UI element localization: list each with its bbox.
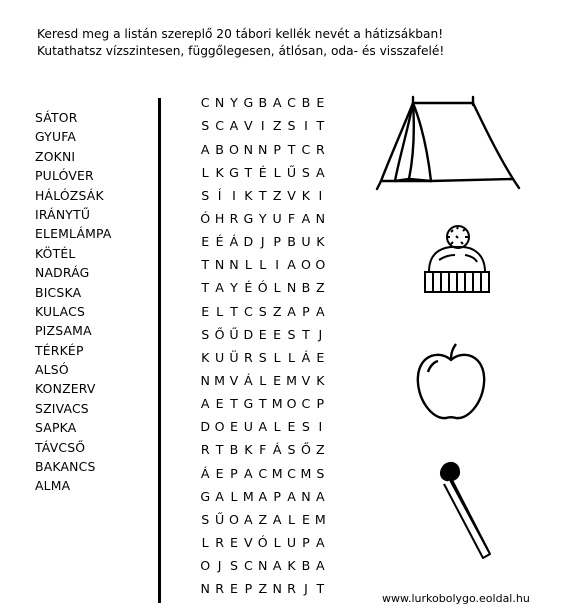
grid-letter: S [201,326,210,342]
grid-letter: N [315,210,326,226]
grid-letter: J [318,326,323,342]
grid-letter: E [229,534,238,550]
grid-letter: T [316,118,325,134]
grid-letter: E [316,95,325,111]
grid-letter: A [215,488,224,504]
grid-letter: Á [301,349,311,365]
grid-letter: C [243,303,253,319]
grid-letter: L [201,534,209,550]
grid-letter: A [272,511,282,527]
grid-letter: A [287,488,296,504]
grid-letter: Ó [200,210,211,226]
grid-letter: T [230,396,238,412]
grid-letter: S [287,326,296,342]
apple-icon [410,340,492,425]
grid-letter: E [215,465,224,481]
grid-letter: A [215,280,224,296]
grid-letter: Ó [257,280,268,296]
grid-letter: A [316,164,325,180]
grid-letter: L [216,303,224,319]
grid-row [198,115,328,138]
grid-letter: B [215,141,224,157]
grid-letter: A [301,210,311,226]
grid-letter: F [287,210,296,226]
grid-letter: F [259,442,267,458]
grid-letter: K [244,442,253,458]
grid-letter: M [214,372,226,388]
grid-letter: L [230,488,238,504]
grid-letter: N [229,257,239,273]
grid-letter: Ű [286,164,297,180]
grid-letter: P [244,581,253,597]
grid-letter: S [287,118,296,134]
grid-letter: A [316,488,325,504]
grid-letter: A [244,465,253,481]
grid-letter: R [287,581,296,597]
grid-letter: P [230,465,238,481]
word-list-item: GYUFA [35,129,77,145]
grid-letter: I [318,187,323,203]
grid-letter: S [201,511,210,527]
grid-letter: L [273,164,281,180]
grid-letter: E [229,581,238,597]
grid-letter: A [200,141,210,157]
word-list-item: IRÁNYTŰ [35,206,91,222]
grid-letter: V [229,372,239,388]
grid-letter: T [287,141,296,157]
instruction-line-1: Keresd meg a listán szereplő 20 tábori kellék nevét a hátizsákban! [37,27,444,41]
grid-letter: N [272,581,282,597]
grid-letter: P [316,396,325,412]
word-list-item: ELEMLÁMPA [35,226,112,242]
grid-letter: H [214,210,225,226]
grid-letter: E [215,396,224,412]
grid-letter: É [244,280,253,296]
grid-letter: Z [272,118,282,134]
grid-letter: R [243,349,253,365]
grid-letter: R [229,210,239,226]
grid-letter: D [243,234,254,250]
grid-letter: R [200,442,210,458]
grid-letter: P [273,141,281,157]
grid-letter: C [215,118,224,134]
grid-letter: A [244,511,253,527]
grid-letter: N [258,141,268,157]
grid-row [198,532,328,555]
word-list-item: KÖTÉL [35,245,76,261]
grid-letter: J [217,558,222,574]
grid-letter: L [273,349,281,365]
grid-letter: É [258,164,267,180]
grid-letter: C [301,141,311,157]
grid-letter: Ó [257,534,268,550]
grid-letter: C [301,396,311,412]
grid-letter: O [214,419,225,435]
grid-letter: U [243,419,253,435]
grid-letter: T [258,187,267,203]
grid-letter: K [287,558,296,574]
grid-letter: V [244,534,253,550]
grid-letter: V [287,187,296,203]
grid-letter: T [316,581,325,597]
grid-letter: I [260,118,265,134]
grid-letter: P [273,488,281,504]
grid-letter: L [288,511,296,527]
grid-letter: S [201,187,210,203]
grid-letter: D [200,419,211,435]
grid-letter: B [301,95,311,111]
grid-letter: G [229,164,239,180]
grid-letter: N [258,558,268,574]
grid-letter: Y [230,95,238,111]
grid-letter: O [229,141,239,157]
grid-letter: A [316,534,325,550]
grid-letter: A [200,396,210,412]
grid-letter: K [201,349,210,365]
grid-letter: C [287,95,296,111]
grid-letter: G [200,488,211,504]
grid-row [198,555,328,578]
grid-letter: E [258,326,267,342]
grid-letter: M [271,465,283,481]
grid-letter: T [201,257,210,273]
hat-icon [415,220,497,302]
grid-row [198,323,328,346]
grid-letter: L [273,280,281,296]
grid-letter: L [201,164,209,180]
grid-letter: C [287,465,296,481]
grid-letter: N [301,488,311,504]
grid-letter: I [304,118,308,134]
grid-letter: Z [272,187,282,203]
grid-row [198,185,328,208]
grid-letter: Á [244,372,253,388]
grid-letter: V [301,372,311,388]
grid-letter: A [272,95,282,111]
grid-letter: É [215,234,224,250]
grid-letter: L [273,419,281,435]
grid-letter: A [316,558,325,574]
grid-letter: S [301,164,310,180]
grid-row [198,254,328,277]
grid-letter: E [229,419,238,435]
grid-letter: Ü [229,349,239,365]
grid-letter: Y [258,210,267,226]
grid-letter: P [273,234,281,250]
grid-letter: E [301,511,310,527]
word-list-item: SZIVACS [35,400,89,416]
grid-letter: B [287,234,296,250]
grid-letter: O [315,257,326,273]
word-list-item: ALMA [35,478,71,494]
grid-letter: L [244,257,252,273]
grid-letter: G [243,396,254,412]
grid-letter: T [302,326,310,342]
grid-letter: S [258,303,267,319]
match-icon [432,460,502,560]
grid-letter: Y [230,280,238,296]
grid-letter: Í [217,187,222,203]
word-list-item: NADRÁG [35,265,90,281]
grid-row [198,578,328,601]
grid-letter: A [287,303,296,319]
grid-letter: M [286,372,297,388]
grid-letter: I [232,187,236,203]
grid-row [198,393,328,416]
grid-letter: Z [316,280,325,296]
word-list-item: PIZSAMA [35,323,92,339]
grid-letter: A [229,118,239,134]
grid-letter: Á [200,465,210,481]
grid-letter: B [258,95,268,111]
grid-letter: M [314,511,326,527]
grid-letter: T [215,442,224,458]
grid-letter: N [200,581,210,597]
instructions [37,26,444,60]
grid-letter: K [316,372,325,388]
grid-letter: U [301,234,311,250]
grid-letter: S [229,558,238,574]
grid-row [198,347,328,370]
grid-letter: N [214,95,225,111]
grid-letter: I [275,257,279,273]
grid-letter: K [301,187,311,203]
grid-letter: Ő [300,442,311,458]
grid-letter: E [316,349,325,365]
grid-letter: I [318,419,323,435]
grid-letter: E [201,234,210,250]
grid-row [198,485,328,508]
grid-letter: L [288,349,296,365]
grid-letter: Z [258,581,268,597]
grid-letter: R [315,141,325,157]
grid-letter: Á [229,234,239,250]
grid-row [198,231,328,254]
grid-row [198,370,328,393]
word-list-item: TÁVCSŐ [35,439,86,455]
word-list-item: BAKANCS [35,459,96,475]
word-list-item: SÁTOR [35,110,78,125]
grid-letter: V [244,118,253,134]
grid-letter: D [243,326,254,342]
grid-letter: T [244,164,253,180]
grid-letter: O [229,511,239,527]
grid-row [198,277,328,300]
grid-letter: L [273,534,281,550]
grid-letter: A [316,303,325,319]
grid-row [198,161,328,184]
word-list-item: KULACS [35,303,86,319]
grid-letter: S [316,465,325,481]
divider-line [158,98,161,603]
grid-letter: N [200,372,210,388]
instruction-line-2: Kutathatsz vízszintesen, függőlegesen, átlósan, oda- és visszafelé! [37,44,445,58]
grid-letter: T [258,396,267,412]
grid-letter: S [287,442,296,458]
grid-letter: R [215,534,224,550]
grid-letter: Ű [229,326,239,342]
grid-letter: E [273,372,282,388]
letter-grid [198,92,328,601]
grid-letter: U [272,210,282,226]
word-list-item: HÁLÓZSÁK [35,187,104,203]
grid-letter: N [286,280,297,296]
grid-letter: C [200,95,210,111]
grid-letter: B [229,442,239,458]
grid-letter: U [286,534,297,550]
grid-row [198,439,328,462]
word-list-item: SAPKA [35,420,77,436]
grid-letter: K [215,164,224,180]
grid-letter: Z [316,442,325,458]
grid-letter: J [304,581,308,597]
grid-row [198,416,328,439]
source-url: www.lurkobolygo.eoldal.hu [382,592,530,605]
grid-letter: P [302,534,310,550]
grid-row [198,92,328,115]
word-list-item: PULÓVER [35,168,94,184]
grid-row [198,208,328,231]
grid-letter: Z [258,511,268,527]
grid-letter: T [230,303,238,319]
grid-letter: E [201,303,210,319]
grid-letter: E [287,419,296,435]
grid-letter: J [260,234,265,250]
grid-letter: A [258,419,268,435]
word-list-item: TÉRKÉP [35,342,84,358]
word-list [35,108,112,496]
grid-letter: N [214,257,225,273]
grid-row [198,138,328,161]
grid-letter: K [244,187,253,203]
grid-letter: S [258,349,267,365]
grid-letter: E [273,326,282,342]
word-list-item: ALSÓ [35,362,69,378]
grid-letter: Ő [214,326,225,342]
grid-letter: B [301,558,311,574]
grid-letter: O [286,396,297,412]
word-list-item: BICSKA [35,284,82,300]
grid-letter: M [300,465,312,481]
grid-letter: A [258,488,268,504]
grid-letter: C [243,558,253,574]
grid-letter: O [200,558,211,574]
grid-letter: S [201,118,210,134]
grid-letter: C [258,465,268,481]
grid-letter: Z [272,303,282,319]
grid-letter: G [243,210,254,226]
grid-letter: M [271,396,283,412]
grid-letter: O [300,257,311,273]
grid-letter: M [242,488,254,504]
grid-letter: A [272,558,282,574]
word-list-item: ZOKNI [35,148,76,164]
grid-letter: P [302,303,310,319]
grid-letter: A [287,257,296,273]
grid-letter: L [259,372,267,388]
grid-letter: B [301,280,311,296]
grid-row [198,300,328,323]
word-list-item: KONZERV [35,381,96,397]
grid-letter: T [201,280,210,296]
grid-letter: S [301,419,310,435]
grid-letter: G [243,95,254,111]
grid-row [198,509,328,532]
grid-letter: L [259,257,267,273]
grid-letter: K [316,234,325,250]
grid-row [198,462,328,485]
grid-letter: R [215,581,224,597]
grid-letter: N [243,141,254,157]
grid-letter: Ű [214,511,225,527]
grid-letter: U [214,349,225,365]
grid-letter: Á [272,442,282,458]
tent-icon [373,93,523,195]
